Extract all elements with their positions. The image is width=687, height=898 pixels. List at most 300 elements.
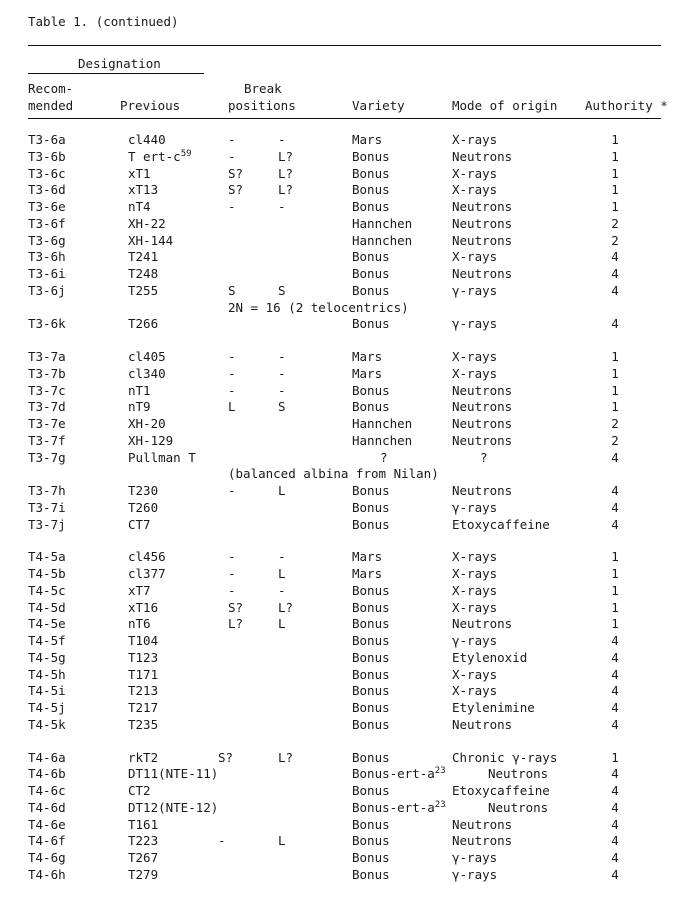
cell-variety [352, 685, 390, 698]
cell-authority: 2 [611, 432, 619, 448]
cell-recommended: T3-6g [28, 232, 66, 248]
cell-mode: Neutrons [452, 399, 513, 415]
cell-previous [128, 268, 158, 281]
cell-mode: Neutrons [488, 799, 549, 815]
cell-authority: 2 [611, 232, 619, 248]
cell-break-1: S? [228, 182, 244, 198]
cell-authority: 4 [611, 516, 619, 532]
previous-text: nT6 [128, 616, 151, 632]
cell-break-1: - [228, 566, 236, 581]
previous-text: XH-129 [128, 432, 174, 448]
previous-text: T ert-c [128, 148, 181, 164]
variety-text: Bonus [352, 633, 390, 648]
variety-text: Bonus [352, 700, 390, 715]
cell-recommended: T3-6a [28, 132, 66, 147]
cell-authority: 1 [611, 182, 619, 198]
variety-text: Bonus [352, 499, 390, 515]
cell-previous [128, 866, 159, 882]
cell-mode: Neutrons [452, 382, 513, 398]
cell-variety [352, 551, 382, 564]
cell-mode: X-rays [452, 549, 498, 565]
cell-recommended: T3-6f [28, 215, 66, 231]
cell-recommended: T3-7a [28, 349, 66, 364]
cell-mode: Etylenimine [452, 700, 535, 715]
cell-authority: 4 [611, 716, 619, 732]
previous-text: T230 [128, 483, 159, 498]
cell-previous [128, 401, 151, 414]
cell-variety [352, 835, 390, 848]
previous-text: cl340 [128, 365, 166, 381]
cell-variety [352, 351, 382, 364]
cell-mode: ? [480, 449, 488, 465]
cell-mode: Etylenoxid [452, 649, 528, 665]
cell-authority: 1 [611, 582, 619, 598]
cell-variety [352, 866, 390, 882]
variety-text: ? [380, 449, 388, 465]
previous-text: T161 [128, 816, 159, 832]
header-authority: Authority * [585, 98, 668, 113]
cell-previous [128, 365, 166, 381]
cell-break-2: L? [278, 749, 294, 765]
cell-recommended: T3-6i [28, 266, 66, 281]
cell-break-2: - [278, 132, 286, 147]
cell-recommended: T3-6h [28, 249, 66, 265]
cell-previous [128, 768, 218, 781]
table-note: (balanced albina from Nilan) [228, 466, 439, 482]
cell-authority: 1 [611, 365, 619, 381]
cell-variety [352, 268, 390, 281]
cell-break-1: - [228, 382, 236, 398]
cell-authority: 4 [611, 449, 619, 465]
cell-authority: 1 [611, 349, 619, 364]
cell-recommended: T3-6d [28, 182, 66, 198]
previous-text: nT4 [128, 199, 151, 214]
cell-authority: 2 [611, 416, 619, 431]
cell-previous [128, 816, 159, 832]
variety-text: Bonus [352, 866, 390, 882]
previous-text: T260 [128, 499, 159, 515]
cell-previous [128, 649, 159, 665]
cell-previous [128, 449, 196, 465]
previous-text: cl440 [128, 132, 166, 147]
cell-break-2: - [278, 382, 286, 398]
variety-text: Bonus [352, 683, 390, 699]
variety-text: Bonus [352, 249, 390, 265]
cell-mode: Neutrons [452, 616, 513, 632]
cell-variety [352, 799, 446, 815]
cell-previous [128, 318, 158, 331]
cell-previous [128, 232, 174, 248]
header-break-line1: Break [244, 81, 282, 96]
table-note: 2N = 16 (2 telocentrics) [228, 299, 409, 315]
cell-mode: Etoxycaffeine [452, 783, 550, 798]
variety-text: Bonus [352, 148, 390, 164]
cell-variety [380, 449, 388, 465]
cell-variety [352, 852, 390, 865]
cell-authority: 1 [611, 399, 619, 415]
variety-text: Hannchen [352, 215, 413, 231]
cell-break-1: - [228, 365, 236, 381]
cell-mode: Neutrons [452, 266, 513, 281]
cell-authority: 4 [611, 499, 619, 515]
cell-variety [352, 716, 390, 732]
cell-break-2: - [278, 365, 286, 381]
cell-variety [352, 582, 390, 598]
previous-text: T213 [128, 683, 159, 699]
cell-authority: 1 [611, 382, 619, 398]
cell-previous [128, 568, 166, 581]
cell-break-2: L? [278, 599, 294, 615]
cell-break-1: S? [228, 165, 244, 181]
cell-recommended: T4-5b [28, 566, 66, 581]
cell-mode: Neutrons [452, 148, 513, 164]
cell-recommended: T3-7b [28, 365, 66, 381]
header-recommended-line1: Recom- [28, 81, 74, 96]
variety-text: Bonus [352, 282, 390, 298]
cell-variety [352, 418, 412, 431]
cell-authority: 2 [611, 215, 619, 231]
cell-previous [128, 835, 158, 848]
variety-text: Bonus [352, 182, 390, 198]
previous-text: nT9 [128, 399, 151, 415]
cell-break-2: L? [278, 148, 294, 164]
cell-previous [128, 351, 166, 364]
cell-previous [128, 184, 158, 197]
cell-previous [128, 134, 166, 147]
variety-text: Bonus [352, 850, 390, 865]
variety-superscript: 23 [434, 766, 446, 777]
cell-recommended: T4-6c [28, 783, 66, 798]
cell-previous [128, 599, 159, 615]
cell-previous [128, 432, 174, 448]
cell-authority: 4 [611, 666, 619, 682]
cell-variety [352, 485, 390, 498]
variety-text: Mars [352, 365, 383, 381]
cell-authority: 4 [611, 649, 619, 665]
cell-authority: 4 [611, 850, 619, 865]
cell-authority: 4 [611, 766, 619, 782]
cell-previous [128, 685, 158, 698]
cell-authority: 4 [611, 266, 619, 281]
cell-recommended: T3-6j [28, 282, 66, 298]
cell-previous [128, 418, 166, 431]
cell-authority: 1 [611, 148, 619, 164]
cell-mode: X-rays [452, 666, 498, 682]
previous-text: T266 [128, 316, 159, 332]
cell-recommended: T4-5c [28, 582, 66, 598]
cell-recommended: T3-7g [28, 449, 66, 465]
previous-text: T223 [128, 833, 159, 849]
previous-text: T217 [128, 700, 159, 715]
cell-recommended: T3-7i [28, 499, 66, 515]
variety-text: Bonus [352, 749, 390, 765]
previous-text: T241 [128, 249, 159, 265]
cell-break-2: S [278, 282, 286, 298]
cell-variety [352, 215, 413, 231]
cell-mode: Etoxycaffeine [452, 516, 550, 532]
cell-break-2: - [278, 549, 286, 565]
cell-recommended: T4-6b [28, 766, 66, 782]
cell-authority: 1 [611, 165, 619, 181]
cell-recommended: T4-5a [28, 549, 66, 565]
variety-text: Bonus [352, 666, 390, 682]
cell-previous [128, 148, 192, 164]
cell-previous [128, 716, 159, 732]
cell-mode: γ-rays [452, 866, 498, 882]
cell-break-1: S? [228, 599, 244, 615]
cell-break-2: L [278, 566, 286, 581]
cell-previous [128, 618, 151, 631]
variety-text: Bonus [352, 165, 390, 181]
cell-authority: 1 [611, 132, 619, 147]
cell-variety [352, 401, 390, 414]
cell-recommended: T4-5d [28, 599, 66, 615]
variety-text: Bonus [352, 582, 390, 598]
variety-text: Bonus [352, 199, 390, 214]
header-previous: Previous [120, 98, 181, 113]
cell-break-1: - [228, 483, 236, 498]
cell-variety [352, 635, 390, 648]
variety-text: Bonus [352, 716, 390, 732]
cell-variety [352, 165, 390, 181]
cell-previous [128, 799, 219, 815]
cell-break-1: L? [228, 616, 244, 632]
cell-authority: 4 [611, 833, 619, 849]
cell-previous [128, 582, 151, 598]
cell-mode: γ-rays [452, 850, 498, 865]
cell-recommended: T4-6h [28, 866, 66, 882]
previous-text: T267 [128, 850, 159, 865]
previous-text: cl405 [128, 349, 166, 364]
cell-recommended: T4-6g [28, 850, 66, 865]
cell-mode: Neutrons [452, 199, 513, 214]
cell-recommended: T4-5f [28, 633, 66, 648]
cell-variety [352, 318, 390, 331]
header-break-line2: positions [228, 98, 296, 113]
cell-mode: Neutrons [452, 215, 513, 231]
cell-recommended: T3-6k [28, 316, 66, 332]
variety-text: Bonus [352, 483, 390, 498]
cell-authority: 4 [611, 683, 619, 699]
cell-mode: Neutrons [452, 833, 513, 849]
cell-recommended: T3-7j [28, 516, 66, 532]
cell-variety [352, 134, 382, 147]
cell-variety [352, 768, 446, 781]
cell-mode: X-rays [452, 599, 498, 615]
cell-variety [352, 432, 413, 448]
cell-previous [128, 551, 166, 564]
cell-mode: Neutrons [452, 416, 513, 431]
cell-recommended: T4-5k [28, 716, 66, 732]
cell-mode: Neutrons [452, 432, 513, 448]
variety-text: Hannchen [352, 432, 413, 448]
cell-previous [128, 666, 159, 682]
cell-authority: 4 [611, 633, 619, 648]
cell-variety [352, 816, 390, 832]
cell-authority: 4 [611, 799, 619, 815]
previous-text: rkT2 [128, 749, 159, 765]
previous-text: T104 [128, 633, 159, 648]
cell-authority: 4 [611, 316, 619, 332]
cell-recommended: T3-6b [28, 148, 66, 164]
cell-variety [352, 666, 390, 682]
variety-text: Bonus [352, 399, 390, 415]
cell-authority: 1 [611, 199, 619, 214]
cell-break-1: S? [218, 749, 234, 765]
header-mode: Mode of origin [452, 98, 558, 113]
variety-text: Mars [352, 132, 383, 147]
previous-text: T123 [128, 649, 159, 665]
cell-break-1: - [228, 582, 236, 598]
cell-variety [352, 251, 390, 264]
cell-break-2: L [278, 616, 286, 632]
cell-previous [128, 251, 158, 264]
cell-mode: γ-rays [452, 316, 498, 332]
cell-break-2: S [278, 399, 286, 415]
variety-text: Bonus-ert-a [352, 766, 435, 782]
variety-text: Bonus [352, 516, 390, 532]
cell-previous [128, 165, 151, 181]
variety-text: Bonus [352, 266, 390, 281]
cell-recommended: T4-6d [28, 799, 66, 815]
cell-mode: X-rays [452, 249, 498, 265]
previous-text: T235 [128, 716, 159, 732]
cell-variety [352, 148, 390, 164]
cell-break-2: L [278, 483, 286, 498]
cell-recommended: T4-5h [28, 666, 66, 682]
cell-variety [352, 749, 390, 765]
cell-break-2: L? [278, 165, 294, 181]
previous-text: XH-22 [128, 215, 166, 231]
cell-recommended: T3-7f [28, 432, 66, 448]
cell-mode: X-rays [452, 182, 498, 198]
previous-text: xT1 [128, 165, 151, 181]
cell-recommended: T3-7h [28, 483, 66, 498]
cell-break-1: - [228, 148, 236, 164]
cell-recommended: T3-6c [28, 165, 66, 181]
cell-break-1: - [228, 549, 236, 565]
previous-text: CT7 [128, 516, 151, 532]
cell-mode: X-rays [452, 582, 498, 598]
header-designation: Designation [78, 56, 161, 71]
cell-authority: 1 [611, 549, 619, 565]
variety-text: Bonus-ert-a [352, 799, 435, 815]
variety-text: Bonus [352, 316, 390, 332]
cell-recommended: T3-6e [28, 199, 66, 214]
cell-authority: 4 [611, 282, 619, 298]
variety-text: Bonus [352, 599, 390, 615]
cell-mode: Neutrons [488, 766, 549, 782]
cell-variety [352, 499, 390, 515]
cell-variety [352, 568, 382, 581]
cell-previous [128, 485, 158, 498]
variety-text: Bonus [352, 833, 390, 849]
cell-recommended: T4-6e [28, 816, 66, 832]
variety-text: Bonus [352, 816, 390, 832]
cell-break-2: - [278, 199, 286, 214]
cell-variety [352, 618, 390, 631]
cell-mode: X-rays [452, 165, 498, 181]
cell-variety [352, 785, 390, 798]
cell-authority: 1 [611, 616, 619, 632]
cell-recommended: T4-6f [28, 833, 66, 849]
cell-break-2: - [278, 582, 286, 598]
cell-authority: 4 [611, 483, 619, 498]
cell-variety [352, 365, 383, 381]
previous-text: CT2 [128, 783, 151, 798]
cell-previous [128, 382, 151, 398]
previous-text: cl456 [128, 549, 166, 565]
cell-previous [128, 201, 151, 214]
cell-mode: X-rays [452, 566, 498, 581]
cell-previous [128, 749, 159, 765]
designation-underline [28, 73, 204, 74]
cell-previous [128, 282, 159, 298]
cell-authority: 4 [611, 816, 619, 832]
cell-previous [128, 702, 158, 715]
previous-text: DT12(NTE-12) [128, 799, 219, 815]
cell-break-1: - [228, 349, 236, 364]
cell-variety [352, 702, 390, 715]
cell-authority: 4 [611, 783, 619, 798]
previous-text: xT16 [128, 599, 159, 615]
cell-authority: 1 [611, 566, 619, 581]
previous-text: xT7 [128, 582, 151, 598]
previous-text: T279 [128, 866, 159, 882]
cell-recommended: T4-5g [28, 649, 66, 665]
cell-mode: X-rays [452, 365, 498, 381]
cell-mode: X-rays [452, 683, 498, 699]
cell-authority: 1 [611, 599, 619, 615]
cell-mode: γ-rays [452, 499, 498, 515]
previous-text: xT13 [128, 182, 159, 198]
cell-recommended: T3-7e [28, 416, 66, 431]
cell-break-1: L [228, 399, 236, 415]
cell-break-1: - [228, 132, 236, 147]
header-recommended-line2: mended [28, 98, 74, 113]
previous-text: DT11(NTE-11) [128, 766, 219, 782]
cell-recommended: T4-5i [28, 683, 66, 699]
variety-text: Mars [352, 549, 383, 565]
cell-variety [352, 649, 390, 665]
previous-text: T248 [128, 266, 159, 281]
variety-text: Hannchen [352, 232, 413, 248]
cell-previous [128, 499, 159, 515]
cell-recommended: T4-6a [28, 749, 66, 765]
cell-variety [352, 232, 413, 248]
previous-text: T255 [128, 282, 159, 298]
cell-variety [352, 599, 390, 615]
cell-break-2: L? [278, 182, 294, 198]
previous-text: T171 [128, 666, 159, 682]
cell-break-1: - [228, 199, 236, 214]
table-title: Table 1. (continued) [28, 14, 179, 29]
top-rule [28, 45, 661, 46]
previous-text: XH-144 [128, 232, 174, 248]
cell-previous [128, 785, 151, 798]
cell-previous [128, 215, 166, 231]
cell-recommended: T3-7c [28, 382, 66, 398]
cell-variety [352, 201, 390, 214]
variety-text: Bonus [352, 616, 390, 632]
previous-text: cl377 [128, 566, 166, 581]
cell-break-2: - [278, 349, 286, 364]
cell-mode: γ-rays [452, 282, 498, 298]
cell-variety [352, 516, 390, 532]
cell-mode: Chronic γ-rays [452, 749, 558, 765]
cell-authority: 4 [611, 700, 619, 715]
variety-text: Bonus [352, 649, 390, 665]
